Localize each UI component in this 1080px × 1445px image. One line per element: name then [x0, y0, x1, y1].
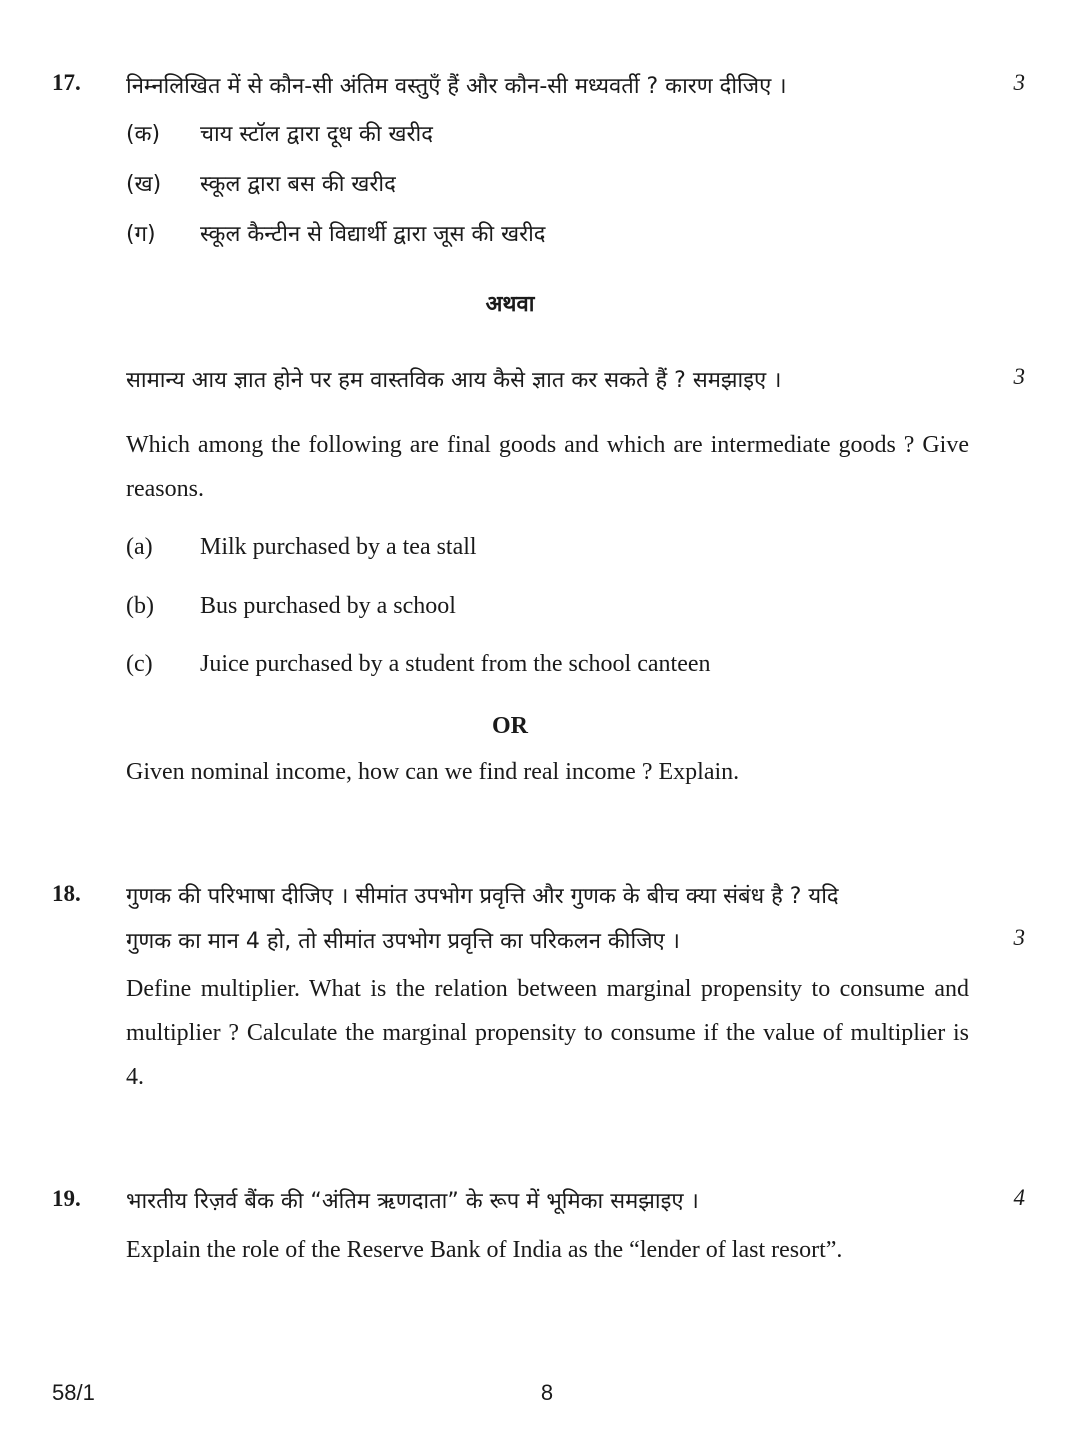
question-17-alt-marks: 3	[1013, 364, 1025, 389]
question-18-hindi-line2: गुणक का मान 4 हो, तो सीमांत उपभोग प्रवृत्ति का परिकलन कीजिए ।	[126, 929, 681, 954]
or-label-hindi: अथवा	[485, 292, 535, 317]
option-label-ga: (ग)	[126, 222, 156, 247]
option-label-a: (a)	[126, 534, 153, 560]
question-18-english-text: Define multiplier. What is the relation between marginal propensity to consume and multiplier ? Calculate the marginal propensity to consume if the value of multiplier is 4.	[126, 976, 969, 1090]
option-label-b: (b)	[126, 593, 154, 619]
question-17-hindi-prompt: निम्नलिखित में से कौन-सी अंतिम वस्तुएँ हैं और कौन-सी मध्यवर्ती ? कारण दीजिए ।	[126, 74, 787, 99]
question-17-hindi-alternative: सामान्य आय ज्ञात होने पर हम वास्तविक आय कैसे ज्ञात कर सकते हैं ? समझाइए ।	[126, 368, 782, 393]
question-number-18: 18.	[52, 881, 81, 906]
option-text-a: Milk purchased by a tea stall	[200, 534, 477, 560]
option-label-kha: (ख)	[126, 172, 162, 197]
option-text-c: Juice purchased by a student from the school canteen	[200, 651, 711, 677]
question-number-19: 19.	[52, 1186, 81, 1211]
option-text-ga: स्कूल कैन्टीन से विद्यार्थी द्वारा जूस की खरीद	[200, 222, 546, 247]
question-18-hindi-line1: गुणक की परिभाषा दीजिए । सीमांत उपभोग प्रवृत्ति और गुणक के बीच क्या संबंध है ? यदि	[126, 884, 839, 909]
option-text-b: Bus purchased by a school	[200, 593, 456, 619]
question-17-english-alternative: Given nominal income, how can we find real income ? Explain.	[126, 759, 740, 785]
option-text-kha: स्कूल द्वारा बस की खरीद	[200, 172, 396, 197]
paper-code: 58/1	[52, 1380, 95, 1405]
option-text-ka: चाय स्टॉल द्वारा दूध की खरीद	[200, 122, 433, 147]
question-19-marks: 4	[1013, 1185, 1025, 1210]
or-label-english: OR	[492, 713, 528, 739]
question-number-17: 17.	[52, 70, 81, 95]
option-label-ka: (क)	[126, 122, 161, 147]
question-17-english-prompt: Which among the following are final goods and which are intermediate goods ? Give reasons.	[126, 432, 969, 502]
question-18-marks: 3	[1013, 925, 1025, 950]
page-number: 8	[540, 1380, 554, 1405]
option-label-c: (c)	[126, 651, 153, 677]
question-17-marks: 3	[1013, 70, 1025, 95]
question-19-english-text: Explain the role of the Reserve Bank of India as the “lender of last resort”.	[126, 1237, 843, 1263]
question-19-hindi-text: भारतीय रिज़र्व बैंक की “अंतिम ऋणदाता” के रूप में भूमिका समझाइए ।	[126, 1189, 699, 1214]
